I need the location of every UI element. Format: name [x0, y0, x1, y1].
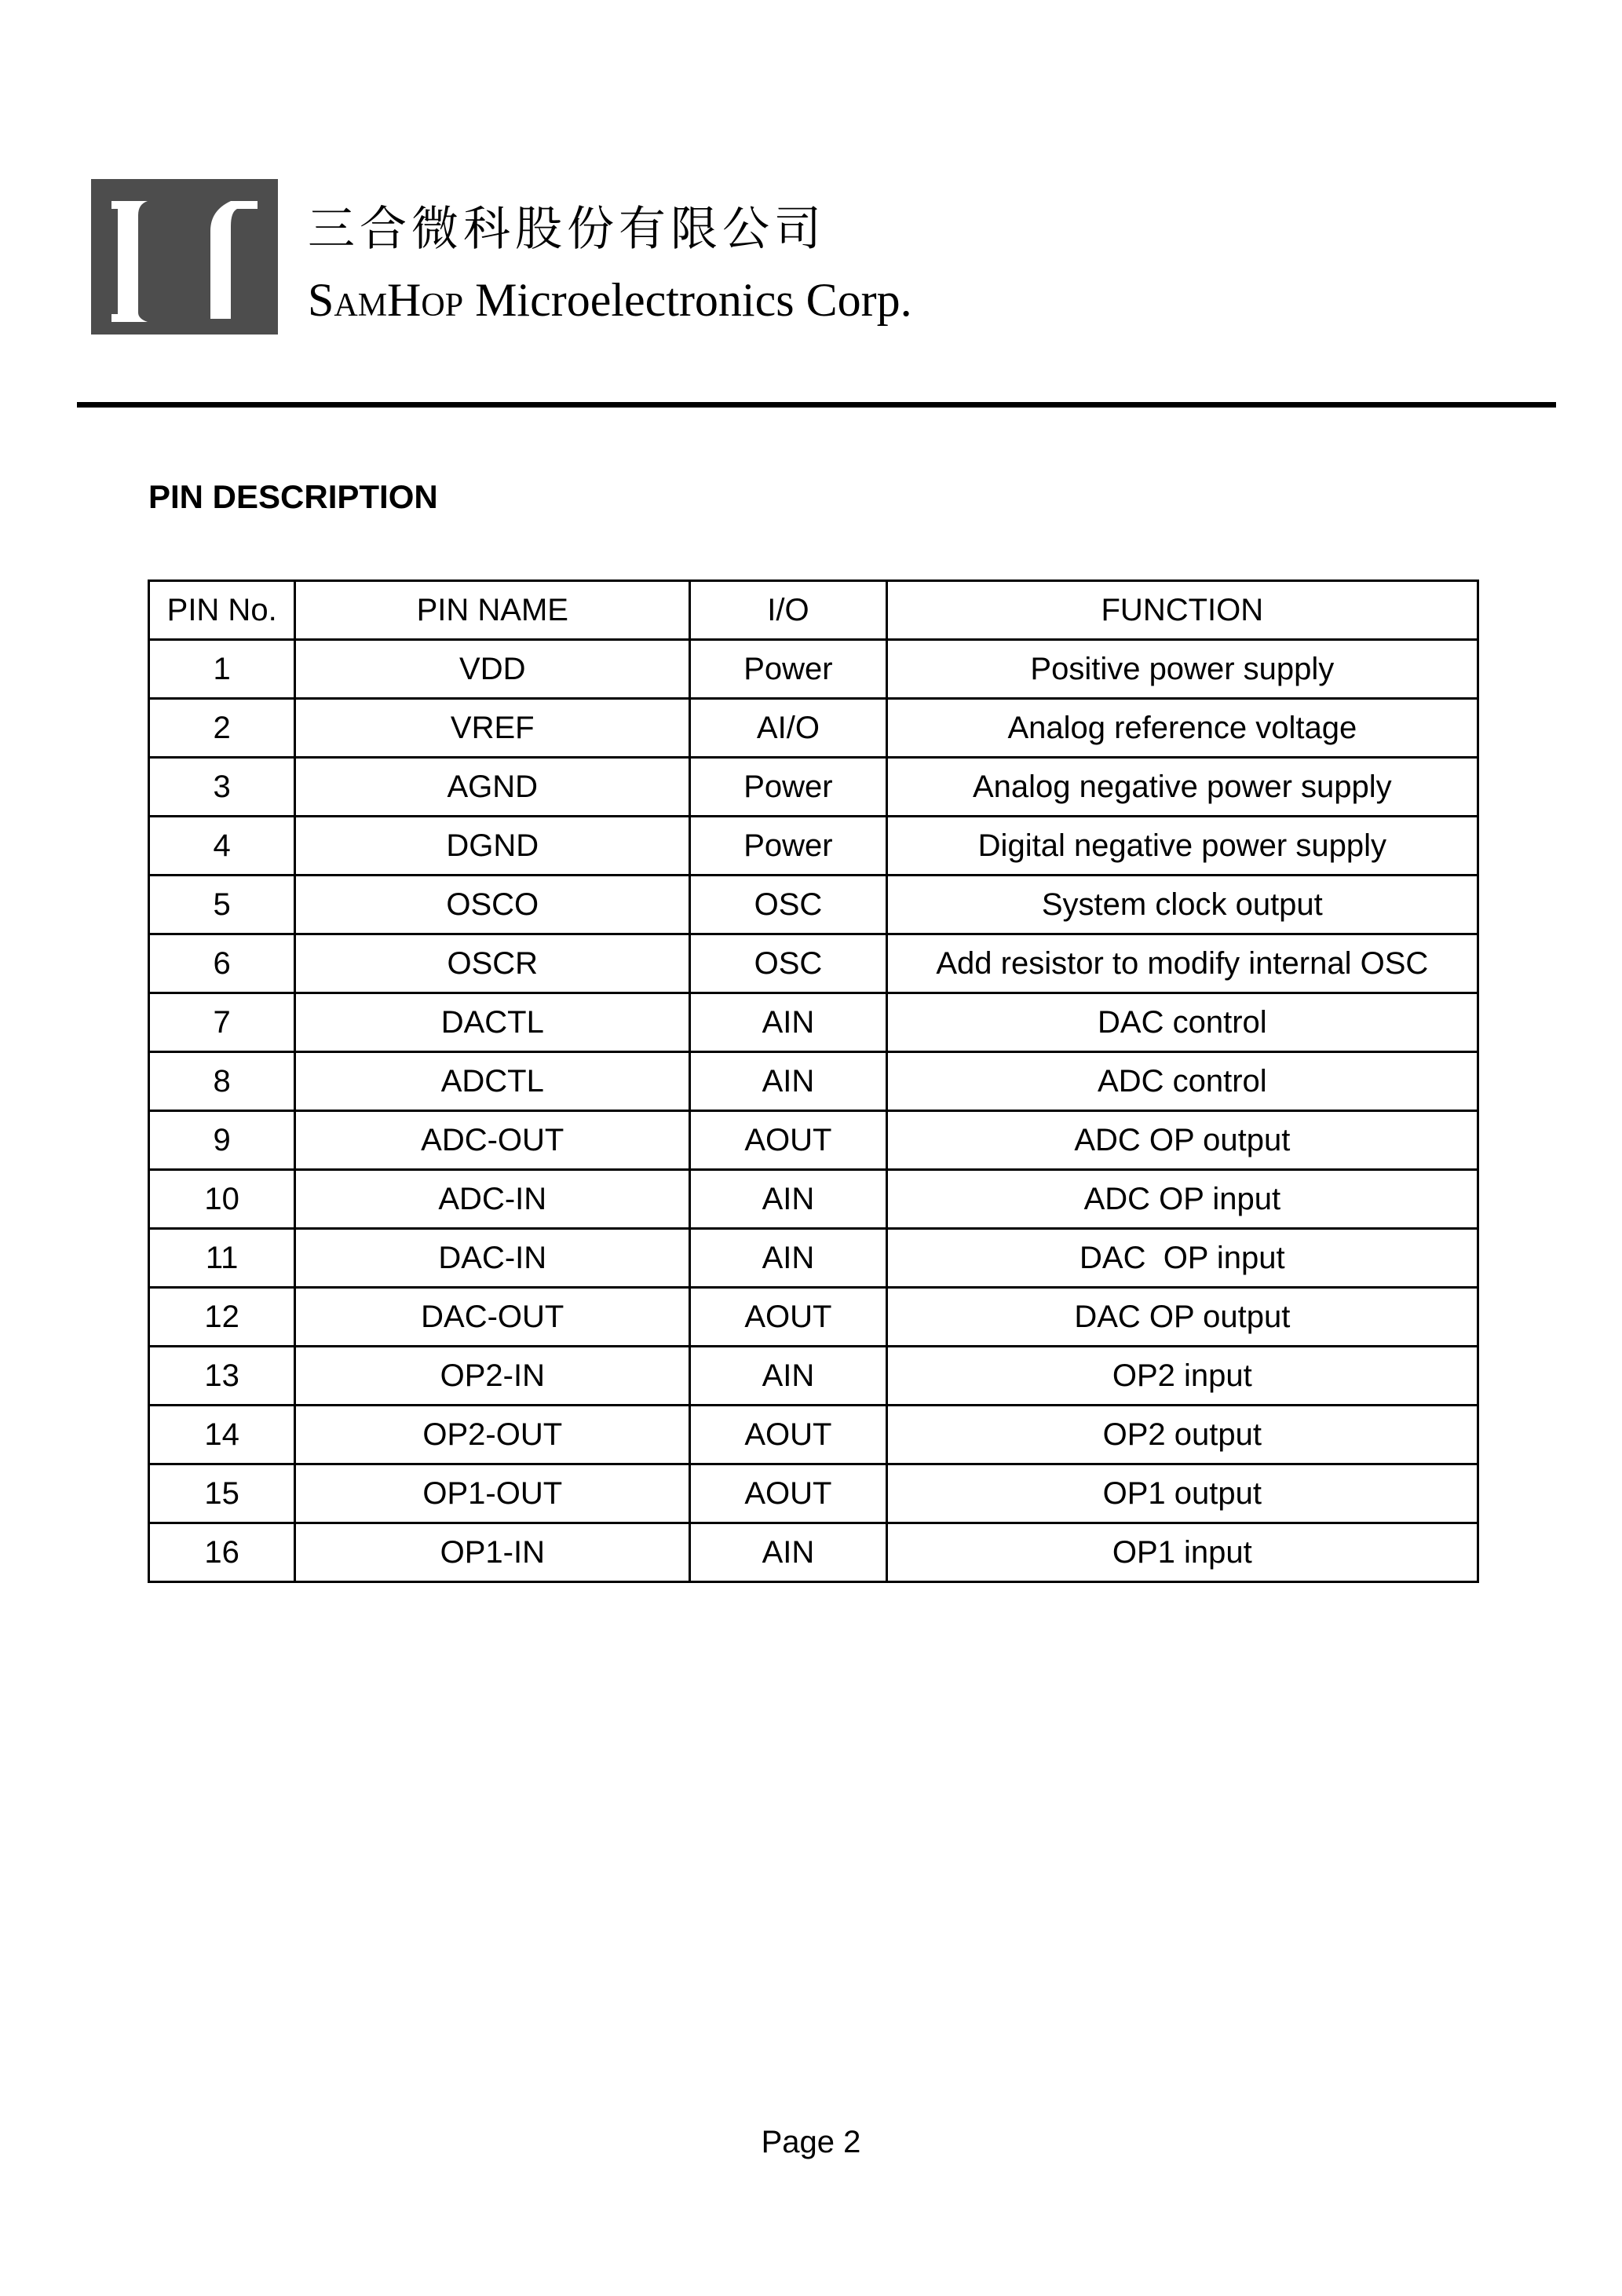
pin-name-cell: OSCO [295, 876, 690, 934]
pin-io-cell: AOUT [690, 1406, 886, 1464]
pin-no-cell: 3 [149, 758, 295, 817]
pin-function-cell: DAC OP output [886, 1288, 1478, 1347]
table-row [149, 1464, 1478, 1523]
header-pin-no: PIN No. [149, 581, 295, 640]
pin-function-cell: Analog negative power supply [886, 758, 1478, 817]
pin-name-cell: ADC-OUT [295, 1111, 690, 1170]
pin-function-cell: ADC control [886, 1052, 1478, 1111]
pin-io-cell: AI/O [690, 699, 886, 758]
table-row [149, 1229, 1478, 1288]
pin-name-cell: DAC-IN [295, 1229, 690, 1288]
pin-no-cell: 6 [149, 934, 295, 993]
page-number: Page 2 [761, 2125, 861, 2159]
pin-name-cell: DAC-OUT [295, 1288, 690, 1347]
pin-no-cell: 11 [149, 1229, 295, 1288]
table-row [149, 1347, 1478, 1406]
pin-function-cell: Positive power supply [886, 640, 1478, 699]
table-row [149, 993, 1478, 1052]
table-row [149, 1288, 1478, 1347]
table-row [149, 1170, 1478, 1229]
pin-io-cell: OSC [690, 876, 886, 934]
pin-no-cell: 15 [149, 1464, 295, 1523]
pin-name-cell: VDD [295, 640, 690, 699]
samhop-logo-icon [91, 179, 278, 335]
pin-function-cell: DAC OP input [886, 1229, 1478, 1288]
pin-name-cell: OP1-IN [295, 1523, 690, 1582]
header-divider [77, 402, 1556, 408]
pin-io-cell: AIN [690, 1523, 886, 1582]
table-row [149, 1523, 1478, 1582]
pin-no-cell: 12 [149, 1288, 295, 1347]
pin-name-cell: ADCTL [295, 1052, 690, 1111]
table-row [149, 1111, 1478, 1170]
header-io: I/O [690, 581, 886, 640]
pin-io-cell: Power [690, 817, 886, 876]
company-name-english [308, 276, 912, 324]
pin-function-cell: OP2 output [886, 1406, 1478, 1464]
pin-io-cell: AIN [690, 1052, 886, 1111]
pin-no-cell: 16 [149, 1523, 295, 1582]
table-row [149, 934, 1478, 993]
pin-function-cell: System clock output [886, 876, 1478, 934]
section-title: PIN DESCRIPTION [148, 478, 438, 515]
pin-table-body [149, 640, 1478, 1582]
pin-no-cell: 8 [149, 1052, 295, 1111]
pin-function-cell: Add resistor to modify internal OSC [886, 934, 1478, 993]
pin-name-cell: OP1-OUT [295, 1464, 690, 1523]
pin-io-cell: AIN [690, 993, 886, 1052]
pin-no-cell: 14 [149, 1406, 295, 1464]
company-logo [91, 179, 278, 335]
pin-io-cell: AIN [690, 1229, 886, 1288]
pin-no-cell: 5 [149, 876, 295, 934]
table-row [149, 758, 1478, 817]
pin-name-cell: OP2-OUT [295, 1406, 690, 1464]
pin-io-cell: Power [690, 640, 886, 699]
pin-io-cell: AIN [690, 1170, 886, 1229]
pin-no-cell: 7 [149, 993, 295, 1052]
pin-description-table [148, 579, 1479, 1583]
pin-no-cell: 4 [149, 817, 295, 876]
pin-name-cell: DGND [295, 817, 690, 876]
pin-function-cell: OP1 output [886, 1464, 1478, 1523]
pin-name-cell: DACTL [295, 993, 690, 1052]
pin-name-cell: OP2-IN [295, 1347, 690, 1406]
pin-no-cell: 13 [149, 1347, 295, 1406]
pin-io-cell: AOUT [690, 1111, 886, 1170]
pin-function-cell: ADC OP input [886, 1170, 1478, 1229]
table-row [149, 817, 1478, 876]
table-row [149, 640, 1478, 699]
pin-io-cell: AOUT [690, 1288, 886, 1347]
company-name-brand: SamHop [308, 274, 464, 326]
header-function: FUNCTION [886, 581, 1478, 640]
pin-io-cell: AOUT [690, 1464, 886, 1523]
pin-name-cell: AGND [295, 758, 690, 817]
table-row [149, 1406, 1478, 1464]
table-header-row [149, 581, 1478, 640]
pin-name-cell: ADC-IN [295, 1170, 690, 1229]
pin-name-cell: VREF [295, 699, 690, 758]
table-row [149, 1052, 1478, 1111]
pin-function-cell: ADC OP output [886, 1111, 1478, 1170]
pin-no-cell: 10 [149, 1170, 295, 1229]
pin-name-cell: OSCR [295, 934, 690, 993]
pin-function-cell: Digital negative power supply [886, 817, 1478, 876]
pin-io-cell: OSC [690, 934, 886, 993]
pin-function-cell: Analog reference voltage [886, 699, 1478, 758]
pin-io-cell: Power [690, 758, 886, 817]
pin-no-cell: 9 [149, 1111, 295, 1170]
pin-function-cell: OP2 input [886, 1347, 1478, 1406]
pin-no-cell: 2 [149, 699, 295, 758]
header-pin-name: PIN NAME [295, 581, 690, 640]
pin-io-cell: AIN [690, 1347, 886, 1406]
pin-function-cell: OP1 input [886, 1523, 1478, 1582]
company-name-suffix: Microelectronics Corp. [463, 274, 912, 326]
pin-no-cell: 1 [149, 640, 295, 699]
company-name-chinese: 三合微科股份有限公司 [308, 202, 826, 257]
table-row [149, 876, 1478, 934]
table-row [149, 699, 1478, 758]
pin-function-cell: DAC control [886, 993, 1478, 1052]
